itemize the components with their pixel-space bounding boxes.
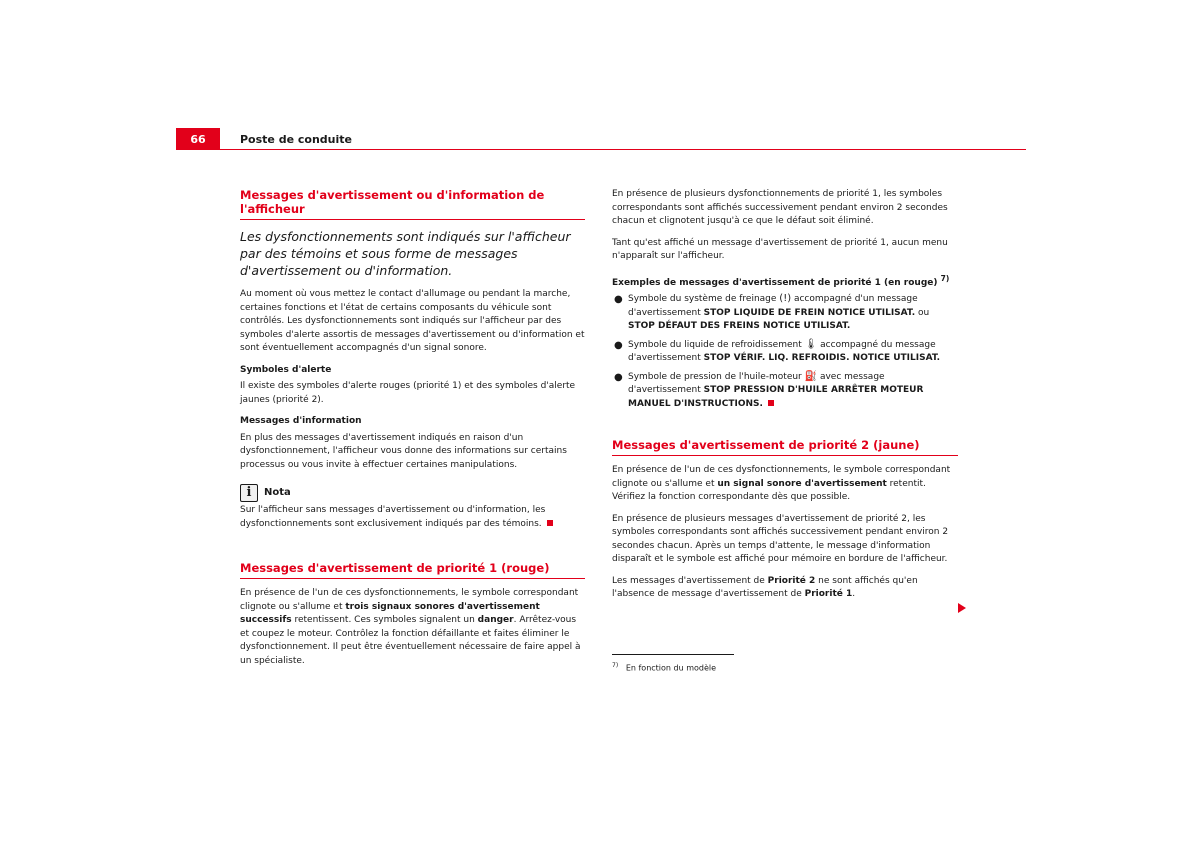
continue-arrow-icon bbox=[958, 603, 966, 613]
text-run: avec message d'avertissement bbox=[628, 371, 885, 395]
text-bold: STOP VÉRIF. LIQ. REFROIDIS. NOTICE UTILISAT. bbox=[703, 353, 941, 363]
section-heading-display-messages: Messages d'avertissement ou d'information de l'afficheur bbox=[240, 188, 585, 220]
intro-text: Les dysfonctionnements sont indiqués sur l'afficheur par des témoins et sous forme de messages d'avertissement ou d'information. bbox=[240, 229, 571, 278]
text-run: ou bbox=[915, 307, 930, 318]
coolant-temperature-icon: 🌡 bbox=[804, 338, 818, 350]
footnote-rule bbox=[612, 654, 734, 655]
footnote-marker: 7) bbox=[612, 662, 619, 669]
note-text-content: Sur l'afficheur sans messages d'avertissement ou d'information, les dysfonctionnements sont exclusivement indiqués par des témoins. bbox=[240, 505, 546, 529]
bullet-icon: ● bbox=[614, 339, 623, 351]
page-number: 66 bbox=[176, 128, 220, 150]
text-bold: STOP LIQUIDE DE FREIN NOTICE UTILISAT. bbox=[703, 307, 916, 318]
brake-warning-icon: (!) bbox=[779, 293, 792, 304]
subheading-info-messages: Messages d'information bbox=[240, 416, 362, 426]
text-run: Symbole du liquide de refroidissement bbox=[628, 339, 805, 350]
paragraph: En présence de plusieurs dysfonctionnements de priorité 1, les symboles correspondants sont affichés successivement pendant environ 2 secondes chacun et clignotent jusqu'à ce que le défaut soit éliminé. bbox=[612, 189, 948, 226]
text-bold: Priorité 1 bbox=[804, 589, 853, 599]
paragraph: Au moment où vous mettez le contact d'allumage ou pendant la marche, certaines fonctions et l'état de certains composants du véhicule sont contrôlés. Les dysfonctionnements sont indiqués sur l'afficheur par des symboles d'alerte assortis de messages d'avertissement ou d'information et sont éventuellement accompagnés d'un signal sonore. bbox=[240, 289, 585, 353]
list-item bbox=[612, 339, 958, 366]
section-heading-priority-1: Messages d'avertissement de priorité 1 (rouge) bbox=[240, 561, 585, 579]
text-run: Symbole de pression de l'huile-moteur bbox=[628, 371, 805, 382]
paragraph: En plus des messages d'avertissement indiqués en raison d'un dysfonctionnement, l'afficheur vous donne des informations sur certains processus ou vous invite à effectuer certaines manipulations. bbox=[240, 432, 567, 470]
paragraph: Tant qu'est affiché un message d'avertissement de priorité 1, aucun menu n'apparaît sur l'afficheur. bbox=[612, 237, 948, 261]
list-item bbox=[612, 293, 958, 334]
end-mark-icon bbox=[768, 400, 774, 406]
text-run: Symbole du système de freinage bbox=[628, 294, 780, 304]
paragraph-priority-2 bbox=[612, 464, 958, 505]
text-run: accompagné du message d'avertissement bbox=[628, 339, 936, 363]
paragraph-priority-1 bbox=[240, 587, 585, 668]
subheading-text: Exemples de messages d'avertissement de priorité 1 (en rouge) bbox=[612, 277, 938, 288]
header-rule bbox=[220, 149, 1026, 150]
list-item bbox=[612, 371, 958, 412]
left-column bbox=[240, 188, 585, 676]
subheading-warning-symbols: Symboles d'alerte bbox=[240, 364, 332, 375]
text-bold: Priorité 2 bbox=[767, 575, 816, 586]
text-run: . bbox=[852, 589, 856, 599]
text-run: Les messages d'avertissement de bbox=[612, 575, 768, 586]
paragraph: Il existe des symboles d'alerte rouges (priorité 1) et des symboles d'alerte jaunes (priorité 2). bbox=[240, 381, 576, 405]
text-run: . Arrêtez-vous et coupez le moteur. Contrôlez la fonction défaillante et faites éliminer le dysfonctionnement. Il peut être éventuellement nécessaire de faire appel à un spécialiste. bbox=[240, 615, 581, 666]
text-bold: trois signaux sonores d'avertissement successifs bbox=[240, 601, 540, 625]
chapter-title: Poste de conduite bbox=[240, 133, 352, 146]
text-run: En présence de l'un de ces dysfonctionnements, le symbole correspondant clignote ou s'allume et bbox=[240, 588, 579, 612]
text-run: En présence de l'un de ces dysfonctionnements, le symbole correspondant clignote ou s'allume et bbox=[612, 465, 951, 489]
footnote-ref: 7) bbox=[940, 273, 950, 283]
text-run: accompagné d'un message d'avertissement bbox=[628, 294, 918, 318]
bullet-icon: ● bbox=[614, 294, 623, 305]
page-header bbox=[176, 128, 1026, 150]
section-heading-priority-2: Messages d'avertissement de priorité 2 (jaune) bbox=[612, 438, 958, 456]
subheading-examples bbox=[612, 272, 958, 291]
footnote-text: En fonction du modèle bbox=[625, 663, 717, 673]
text-run: retentit. Vérifiez la fonction correspondante dès que possible. bbox=[612, 478, 926, 502]
info-icon: i bbox=[240, 484, 258, 502]
text-bold: danger bbox=[477, 615, 514, 625]
text-bold: STOP DÉFAUT DES FREINS NOTICE UTILISAT. bbox=[628, 321, 851, 331]
footnote bbox=[612, 662, 716, 673]
note-label: Nota bbox=[264, 487, 291, 499]
text-bold: un signal sonore d'avertissement bbox=[717, 478, 887, 489]
paragraph bbox=[612, 575, 958, 602]
note-text bbox=[240, 504, 585, 531]
end-mark-icon bbox=[547, 520, 553, 526]
text-run: ne sont affichés qu'en l'absence de message d'avertissement de bbox=[612, 575, 918, 599]
text-run: retentissent. Ces symboles signalent un bbox=[291, 615, 478, 625]
paragraph: En présence de plusieurs messages d'avertissement de priorité 2, les symboles correspondants sont affichés successivement pendant environ 2 secondes chacun. Après un temps d'attente, le message d'information disparaît et le symbole est affiché pour mémoire en bordure de l'afficheur. bbox=[612, 513, 949, 564]
right-column bbox=[612, 188, 958, 610]
note-header bbox=[240, 484, 585, 502]
oil-pressure-icon: ⛽ bbox=[804, 370, 818, 382]
bullet-icon: ● bbox=[614, 371, 623, 383]
text-bold: STOP PRESSION D'HUILE ARRÊTER MOTEUR MANUEL D'INSTRUCTIONS. bbox=[628, 385, 924, 409]
